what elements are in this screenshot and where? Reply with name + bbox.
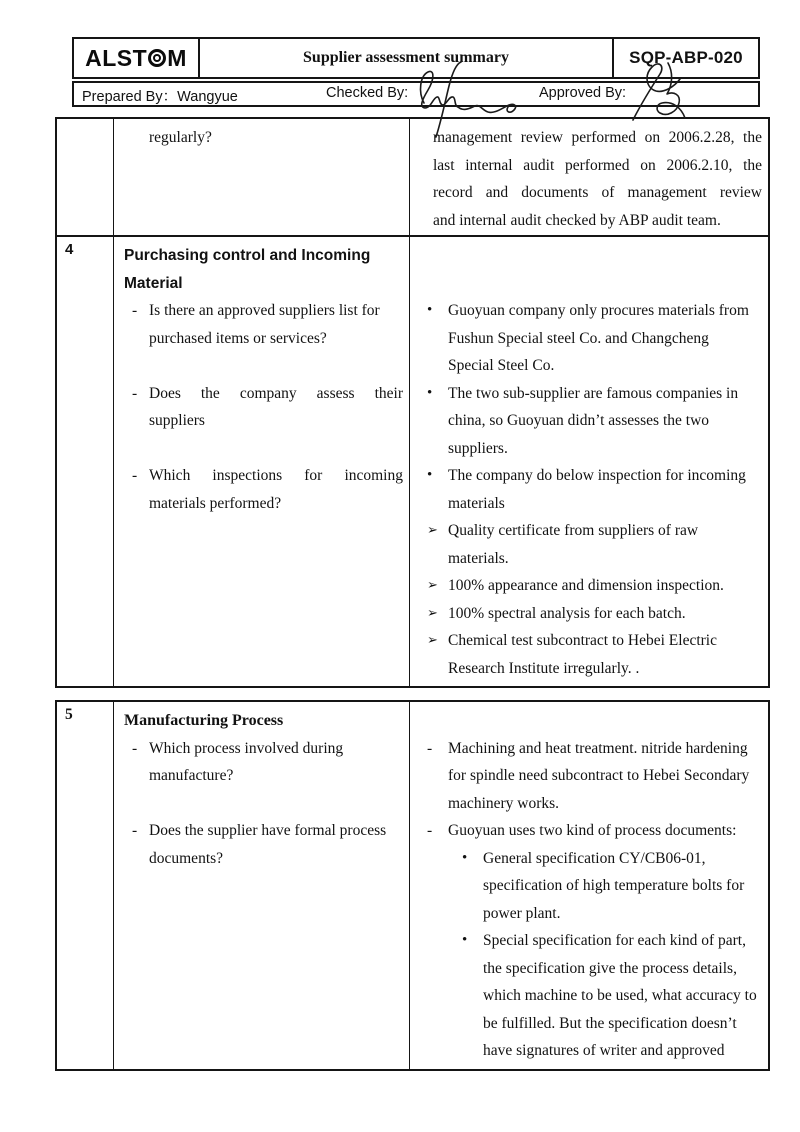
bullet-marker: • <box>427 302 433 318</box>
answer-item-line: Guoyuan company only procures materials from <box>448 302 749 319</box>
question-cell <box>114 119 410 235</box>
answer-item <box>410 845 762 928</box>
alstom-logo-text <box>85 45 187 72</box>
dash-marker: - <box>132 302 138 319</box>
answer-item-line: and internal audit checked by ABP audit team. <box>433 211 721 229</box>
question-item-line: materials performed? <box>149 494 282 512</box>
answer-item-line: 100% appearance and dimension inspection. <box>448 577 724 594</box>
section-number <box>57 119 114 235</box>
question-item-line: regularly? <box>149 129 212 146</box>
assessment-table-section-4 <box>55 117 770 688</box>
arrow-marker: ➢ <box>427 633 438 648</box>
bullet-marker: • <box>427 384 433 401</box>
question-item-line: purchased items or services? <box>149 329 327 347</box>
alstom-ring-o-icon <box>148 49 166 67</box>
question-item-line: Which inspections for incoming <box>149 467 403 484</box>
dash-marker: - <box>427 822 433 839</box>
answer-item-line: specification of high temperature bolts for <box>483 877 745 894</box>
answer-item-line: be fulfilled. But the specification doesn’t <box>483 1014 737 1032</box>
answer-item-line: for spindle need subcontract to Hebei Secondary <box>448 767 750 784</box>
approved-by-label: Approved By: <box>539 85 627 101</box>
question-item-line: Does the company assess their <box>149 384 403 402</box>
dash-marker: - <box>132 739 138 757</box>
dash-marker: - <box>132 467 138 484</box>
section-title-line: Purchasing control and Incoming <box>124 247 371 264</box>
alstom-logo <box>74 39 200 77</box>
question-item <box>114 817 403 872</box>
header-title-row <box>72 37 760 79</box>
question-item-line: manufacture? <box>149 767 234 784</box>
answer-item <box>410 297 762 380</box>
dash-marker: - <box>132 384 138 402</box>
answer-item-line: management review performed on 2006.2.28, the <box>433 129 762 146</box>
answer-item-line: 100% spectral analysis for each batch. <box>448 604 686 622</box>
answer-item-line: materials. <box>448 549 509 567</box>
answer-item-line: Chemical test subcontract to Hebei Electric <box>448 632 717 649</box>
answer-item-line: have signatures of writer and approved <box>483 1042 725 1059</box>
question-item <box>114 735 403 790</box>
answer-item <box>410 462 762 517</box>
answer-item <box>410 627 762 682</box>
question-item <box>114 380 403 435</box>
question-item-line: Which process involved during <box>149 739 344 757</box>
question-item <box>114 124 403 152</box>
document-code: SQP-ABP-020 <box>629 48 743 67</box>
answer-item <box>410 517 762 572</box>
answer-item-line: power plant. <box>483 904 561 922</box>
answer-item-line: which machine to be used, what accuracy to <box>483 987 757 1004</box>
arrow-marker: ➢ <box>427 523 438 538</box>
question-item-line: Is there an approved suppliers list for <box>149 302 380 319</box>
document-header <box>72 37 760 107</box>
answer-item-line: Quality certificate from suppliers of raw <box>448 522 699 539</box>
answer-item <box>410 600 762 628</box>
logo-text-post: M <box>167 44 187 71</box>
answer-item-line: record and documents of management review <box>433 184 762 201</box>
dash-marker: - <box>132 822 138 839</box>
assessment-table-section-5 <box>55 700 770 1071</box>
table-row <box>57 235 768 686</box>
question-cell <box>114 702 410 1069</box>
answer-item-line: Guoyuan uses two kind of process documents: <box>448 822 737 839</box>
question-item-line: Does the supplier have formal process <box>149 822 387 839</box>
answer-cell <box>410 237 768 686</box>
question-item-line: documents? <box>149 849 224 867</box>
prepared-by <box>82 85 238 106</box>
table-row <box>57 702 768 1069</box>
question-item <box>114 462 403 517</box>
prepared-by-value: Wangyue <box>177 89 238 105</box>
answer-item-line: Special Steel Co. <box>448 357 555 374</box>
arrow-marker: ➢ <box>427 605 438 621</box>
answer-item <box>410 572 762 600</box>
section-number: 5 <box>57 702 114 1069</box>
answer-item <box>410 380 762 463</box>
answer-item <box>410 735 762 818</box>
dash-marker: - <box>427 739 433 757</box>
answer-item <box>410 927 762 1065</box>
section-title <box>114 242 403 297</box>
answer-item-line: materials <box>448 494 505 512</box>
answer-item-line: suppliers. <box>448 439 508 457</box>
section-title-line: Material <box>124 274 183 292</box>
answer-item <box>410 817 762 845</box>
answer-item <box>410 124 762 234</box>
answer-item-line: The two sub-supplier are famous companies in <box>448 384 739 402</box>
checked-by-label: Checked By: <box>326 85 409 101</box>
bullet-marker: • <box>462 849 468 866</box>
question-item-line: suppliers <box>149 412 205 429</box>
answer-item-line: last internal audit performed on 2006.2.10, the <box>433 156 762 174</box>
table-row <box>57 119 768 235</box>
answer-item-line: Machining and heat treatment. nitride hardening <box>448 739 748 757</box>
section-title <box>114 707 403 735</box>
arrow-marker: ➢ <box>427 578 438 593</box>
answer-item-line: General specification CY/CB06-01, <box>483 849 706 867</box>
bullet-marker: • <box>427 467 433 483</box>
answer-item-line: Special specification for each kind of part, <box>483 932 746 949</box>
answer-item-line: machinery works. <box>448 794 560 812</box>
answer-item-line: the specification give the process details, <box>483 959 737 977</box>
prepared-by-label: Prepared By： <box>82 89 178 105</box>
answer-item-line: Fushun Special steel Co. and Changcheng <box>448 329 709 347</box>
answer-cell <box>410 702 768 1069</box>
bullet-marker: • <box>462 932 468 948</box>
header-signoff-row <box>72 81 760 107</box>
section-title-line: Manufacturing Process <box>124 712 284 729</box>
section-number: 4 <box>57 237 114 686</box>
question-cell <box>114 237 410 686</box>
logo-text-pre: ALST <box>85 44 148 71</box>
answer-item-line: Research Institute irregularly. . <box>448 659 640 677</box>
answer-cell <box>410 119 768 235</box>
page-title: Supplier assessment summary <box>200 39 614 77</box>
answer-item-line: china, so Guoyuan didn’t assesses the two <box>448 412 710 429</box>
answer-item-line: The company do below inspection for incoming <box>448 467 746 484</box>
question-item <box>114 297 403 352</box>
